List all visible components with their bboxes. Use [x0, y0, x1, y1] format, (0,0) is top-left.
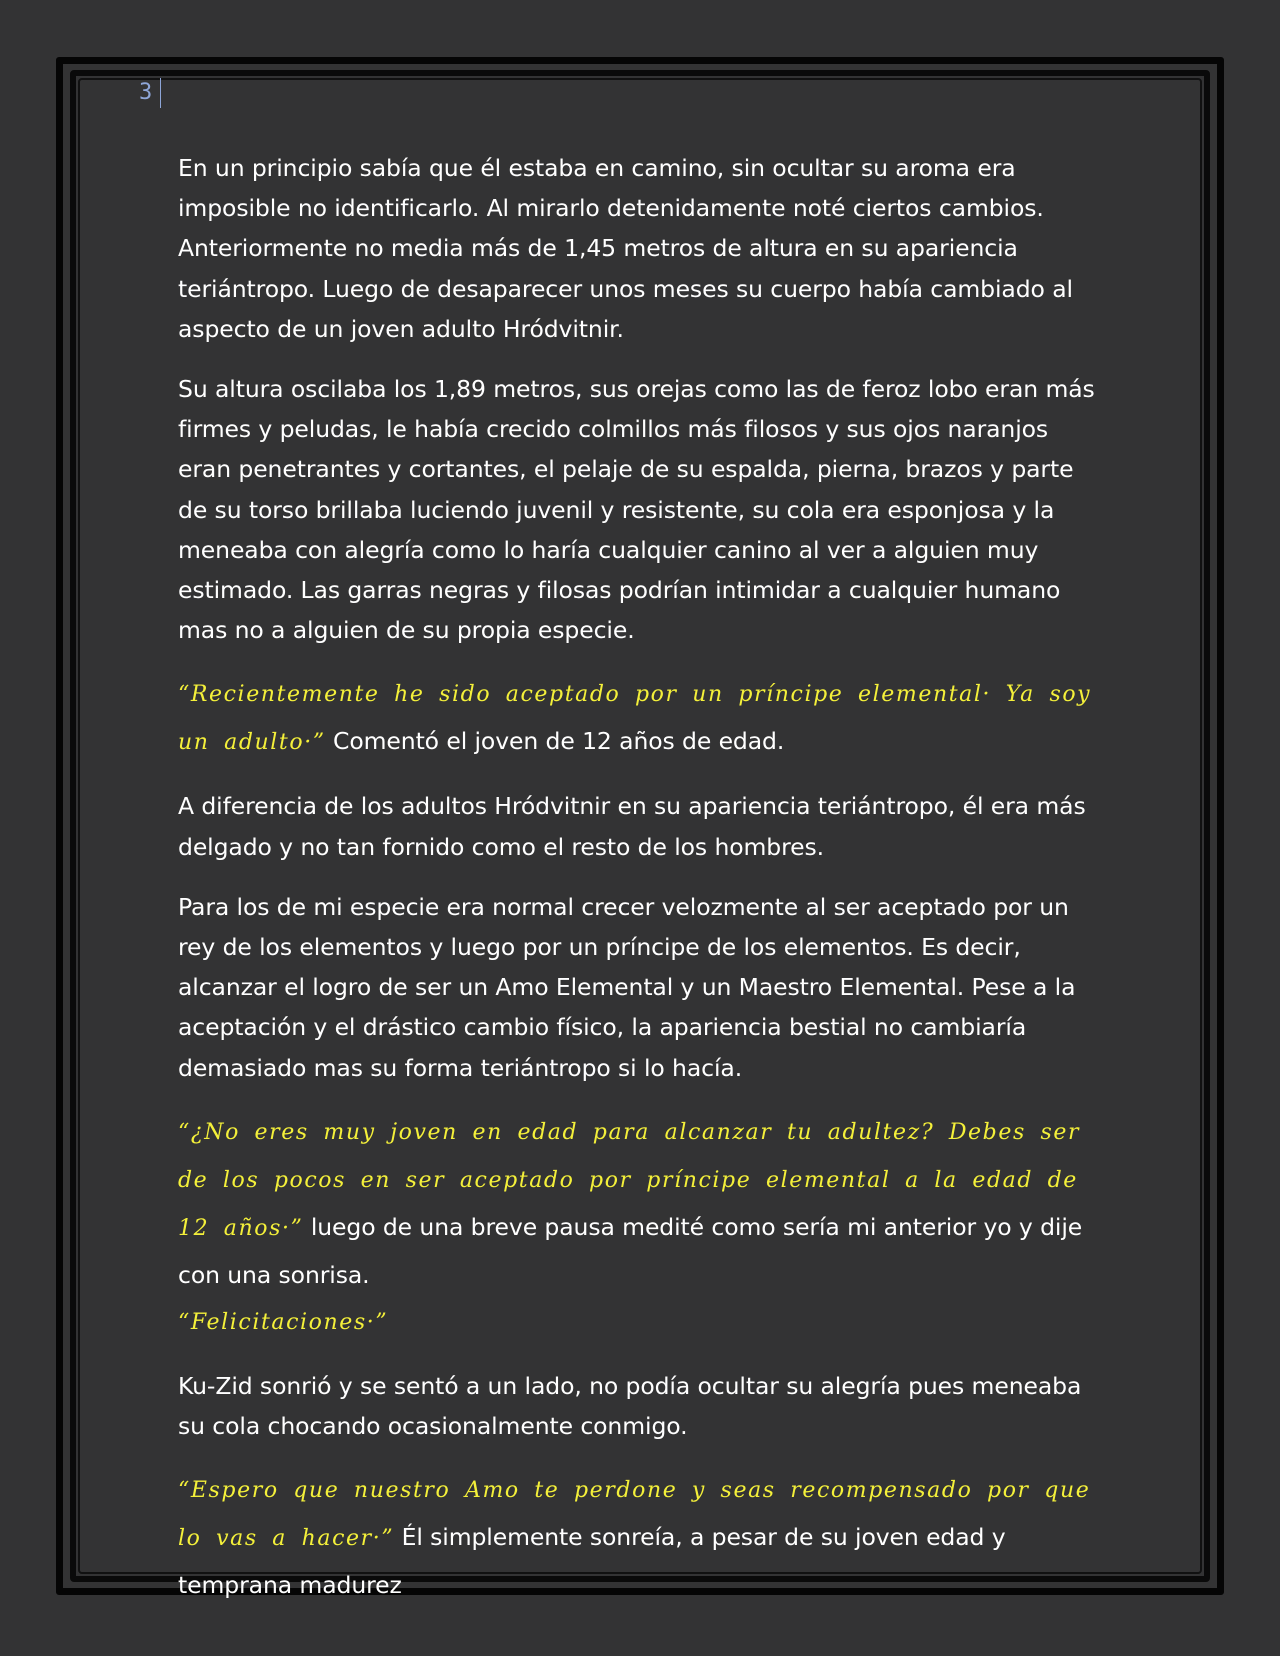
paragraph-5 [178, 887, 1108, 1088]
dialogue-text: “Felicitaciones·” [178, 1309, 389, 1335]
paragraph-text: A diferencia de los adultos Hródvitnir en su apariencia teriántropo, él era más delgado y no tan fornido como el resto de los hombres. [178, 792, 1086, 861]
dialogue-text: “Recientemente he sido aceptado por un príncipe elemental· Ya soy un adulto·” [178, 682, 1092, 756]
paragraph-text: luego de una breve pausa medité como sería mi anterior yo y dije con una sonrisa. [178, 1212, 1083, 1289]
paragraph-2 [178, 369, 1108, 650]
paragraph-text: Él simplemente sonreía, a pesar de su joven edad y temprana madurez [178, 1523, 1006, 1600]
paragraph-text: Su altura oscilaba los 1,89 metros, sus orejas como las de feroz lobo eran más firmes y peludas, le había crecido colmillos más filosos y sus ojos naranjos eran penetrantes y cortantes, el pelaje de su espalda, pierna, brazos y parte de su torso brillaba luciendo juvenil y resistente, su cola era esponjosa y la meneaba con alegría como lo haría cualquier canino al ver a alguien muy estimado. Las garras negras y filosas podrían intimidar a cualquier humano mas no a alguien de su propia especie. [178, 375, 1095, 645]
paragraph-8 [178, 1466, 1108, 1608]
paragraph-text: Ku-Zid sonrió y se sentó a un lado, no podía ocultar su alegría pues meneaba su cola chocando ocasionalmente conmigo. [178, 1371, 1082, 1441]
paragraph-6 [178, 1108, 1108, 1346]
document-body [178, 148, 1108, 1628]
dialogue-text: “Espero que nuestro Amo te perdone y seas recompensado por que lo vas a hacer·” [178, 1478, 1091, 1552]
paragraph-text: Para los de mi especie era normal crecer velozmente al ser aceptado por un rey de los elementos y luego por un príncipe de los elementos. Es decir, alcanzar el logro de ser un Amo Elemental y un Maestro Elemental. Pese a la aceptación y el drástico cambio físico, la apariencia bestial no cambiaría demasiado mas su forma teriántropo si lo hacía. [178, 892, 1076, 1082]
page-number: 3 [139, 78, 161, 108]
paragraph-1 [178, 148, 1108, 349]
dialogue-text: “¿No eres muy joven en edad para alcanzar tu adultez? Debes ser de los pocos en ser aceptado por príncipe elemental a la edad de 12 años·” [178, 1119, 1081, 1241]
paragraph-7 [178, 1366, 1108, 1446]
paragraph-4 [178, 786, 1108, 866]
paragraph-text: En un principio sabía que él estaba en camino, sin ocultar su aroma era imposible no identificarlo. Al mirarlo detenidamente noté ciertos cambios. Anteriormente no media más de 1,45 metros de altura en su apariencia teriántropo. Luego de desaparecer unos meses su cuerpo había cambiado al aspecto de un joven adulto Hródvitnir. [178, 154, 1073, 343]
paragraph-text: Comentó el joven de 12 años de edad. [325, 727, 785, 756]
paragraph-3 [178, 670, 1108, 766]
